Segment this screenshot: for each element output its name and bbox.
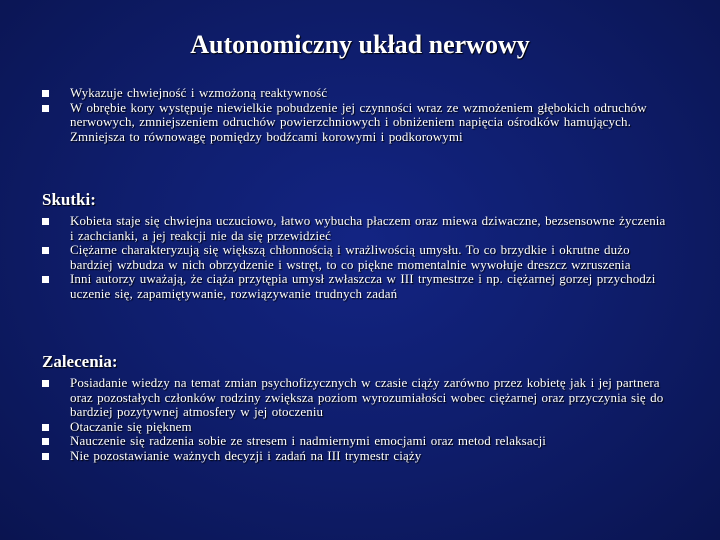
intro-list bbox=[40, 86, 672, 144]
square-bullet-icon bbox=[42, 453, 49, 460]
list-item-text: W obrębie kory występuje niewielkie pobudzenie jej czynności wraz ze wzmożeniem głębokich odruchów nerwowych, zmniejszeniem odruchów powierzchniowych i obniżeniem napięcia ośrodków hamujących. Zmniejsza to równowagę pomiędzy bodźcami korowymi i podkorowymi bbox=[70, 99, 647, 144]
square-bullet-icon bbox=[42, 218, 49, 225]
list-item-text: Wykazuje chwiejność i wzmożoną reaktywność bbox=[70, 85, 328, 100]
skutki-list bbox=[40, 214, 672, 301]
list-item bbox=[40, 243, 672, 272]
list-item bbox=[40, 434, 672, 449]
square-bullet-icon bbox=[42, 247, 49, 254]
square-bullet-icon bbox=[42, 424, 49, 431]
square-bullet-icon bbox=[42, 380, 49, 387]
list-item-text: Kobieta staje się chwiejna uczuciowo, łatwo wybucha płaczem oraz miewa dziwaczne, bezsensowne życzenia i zachcianki, a jej reakcji nie da się przewidzieć bbox=[70, 213, 666, 243]
list-item bbox=[40, 449, 672, 464]
list-item bbox=[40, 420, 672, 435]
section-heading-zalecenia: Zalecenia: bbox=[42, 352, 118, 371]
list-item-text: Nauczenie się radzenia sobie ze stresem i nadmiernymi emocjami oraz metod relaksacji bbox=[70, 433, 547, 448]
list-item bbox=[40, 376, 672, 420]
square-bullet-icon bbox=[42, 90, 49, 97]
list-item-text: Nie pozostawianie ważnych decyzji i zadań na III trymestr ciąży bbox=[70, 447, 422, 463]
slide-title: Autonomiczny układ nerwowy bbox=[190, 30, 530, 59]
list-item bbox=[40, 214, 672, 243]
square-bullet-icon bbox=[42, 438, 49, 445]
zalecenia-list bbox=[40, 376, 672, 463]
list-item bbox=[40, 272, 672, 301]
list-item bbox=[40, 86, 672, 101]
list-item-text: Ciężarne charakteryzują się większą chłonnością i wrażliwością umysłu. To co brzydkie i okrutne dużo bardziej wzbudza w nich obrzydzenie i wstręt, to co piękne momentalnie wywołuje dreszcz wzruszenia bbox=[70, 242, 631, 272]
list-item bbox=[40, 101, 672, 145]
square-bullet-icon bbox=[42, 105, 49, 112]
square-bullet-icon bbox=[42, 276, 49, 283]
list-item-text: Posiadanie wiedzy na temat zmian psychofizycznych w czasie ciąży zarówno przez kobietę jak i jej partnera oraz pozostałych członków rodziny zwiększa poziom wyrozumiałości wobec ciężarnej oraz przyczynia się do bardziej pozytywnej atmosfery w jej otoczeniu bbox=[70, 375, 664, 419]
section-heading-skutki: Skutki: bbox=[42, 190, 96, 209]
list-item-text: Otaczanie się pięknem bbox=[70, 418, 192, 434]
list-item-text: Inni autorzy uważają, że ciąża przytępia umysł zwłaszcza w III trymestrze i np. ciężarnej gorzej przychodzi uczenie się, zapamiętywanie, rozwiązywanie trudnych zadań bbox=[70, 271, 656, 301]
